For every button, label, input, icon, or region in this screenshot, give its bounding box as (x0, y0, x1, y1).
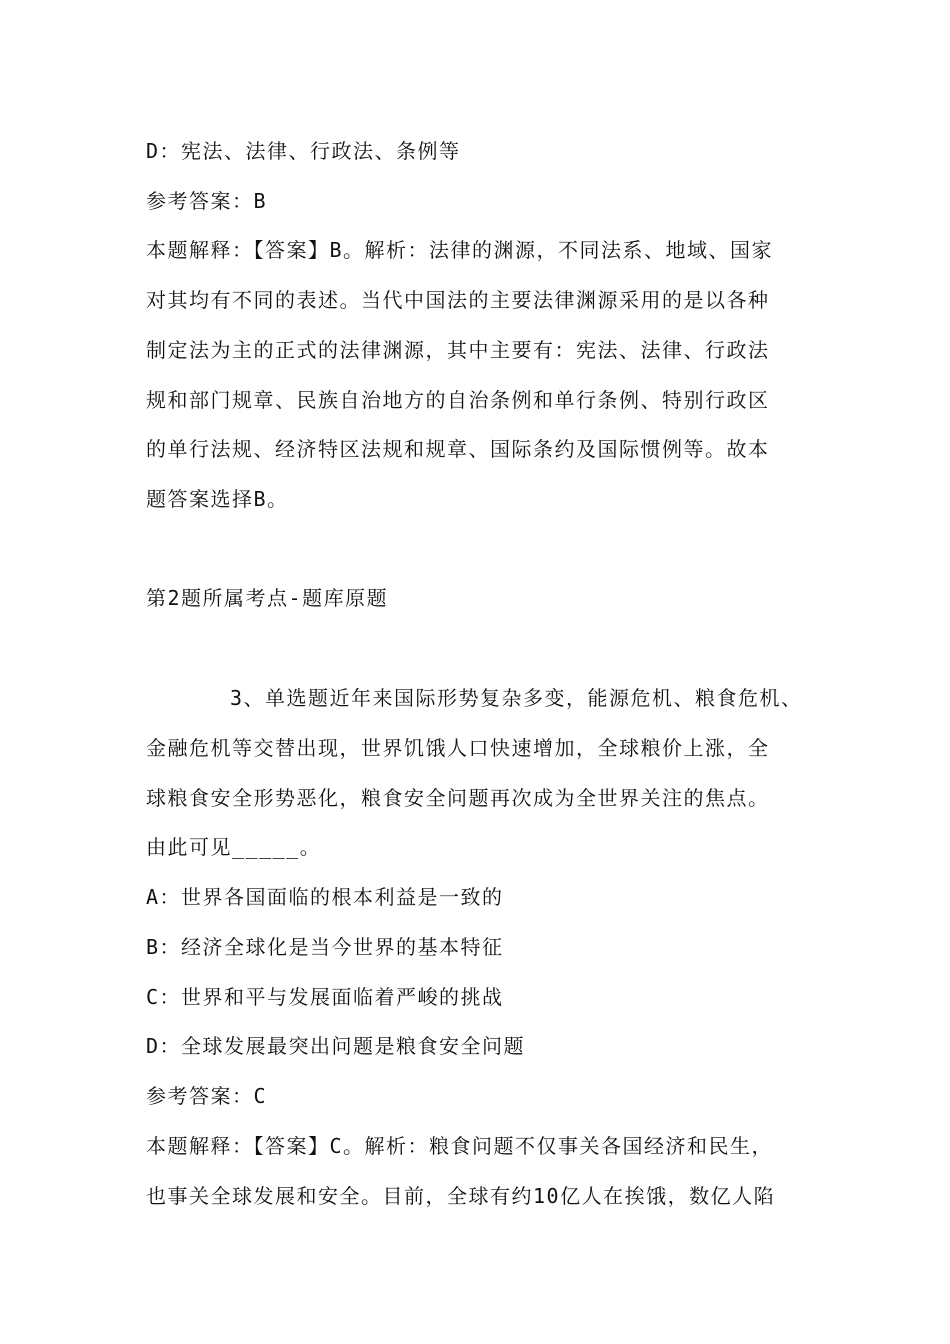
q2-option-d: D：宪法、法律、行政法、条例等 (146, 139, 461, 163)
q2-topic: 第2题所属考点-题库原题 (146, 586, 389, 610)
q2-explanation-line: 规和部门规章、民族自治地方的自治条例和单行条例、特别行政区 (146, 388, 770, 412)
q3-option-a: A：世界各国面临的根本利益是一致的 (146, 885, 504, 909)
q2-explanation-line: 本题解释：【答案】B。解析：法律的渊源，不同法系、地域、国家 (146, 238, 774, 262)
q3-question-line: 3、单选题近年来国际形势复杂多变，能源危机、粮食危机、 (230, 686, 803, 710)
q3-question-line: 金融危机等交替出现，世界饥饿人口快速增加，全球粮价上涨，全 (146, 736, 770, 760)
q3-question-line: 球粮食安全形势恶化，粮食安全问题再次成为全世界关注的焦点。 (146, 786, 770, 810)
q3-option-b: B：经济全球化是当今世界的基本特征 (146, 935, 504, 959)
q3-question-line: 由此可见_____。 (146, 835, 322, 859)
q2-explanation-line: 对其均有不同的表述。当代中国法的主要法律渊源采用的是以各种 (146, 288, 770, 312)
q2-explanation-line: 制定法为主的正式的法律渊源，其中主要有：宪法、法律、行政法 (146, 338, 770, 362)
q3-explanation-line: 本题解释：【答案】C。解析：粮食问题不仅事关各国经济和民生， (146, 1134, 774, 1158)
q2-explanation-line: 题答案选择B。 (146, 487, 289, 511)
q3-option-c: C：世界和平与发展面临着严峻的挑战 (146, 985, 504, 1009)
q2-answer: 参考答案：B (146, 189, 268, 213)
q3-answer: 参考答案：C (146, 1084, 268, 1108)
q3-explanation-line: 也事关全球发展和安全。目前，全球有约10亿人在挨饿，数亿人陷 (146, 1184, 776, 1208)
q3-option-d: D：全球发展最突出问题是粮食安全问题 (146, 1034, 526, 1058)
q2-explanation-line: 的单行法规、经济特区法规和规章、国际条约及国际惯例等。故本 (146, 437, 770, 461)
